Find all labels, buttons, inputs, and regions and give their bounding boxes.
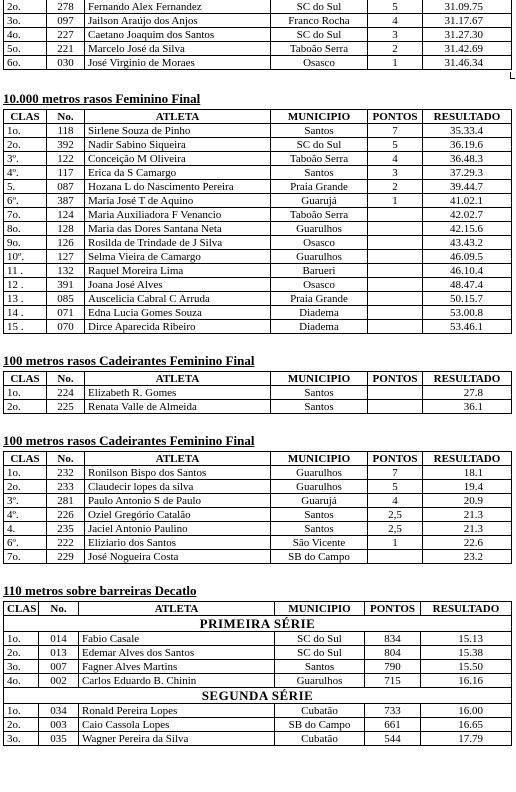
- cell-resultado: 19.4: [423, 480, 512, 494]
- header-clas: CLAS: [4, 452, 47, 466]
- cell-atleta: Ronilson Bispo dos Santos: [85, 466, 271, 480]
- cell-atleta: Jailson Araújo dos Anjos: [85, 14, 271, 28]
- cell-pontos: 5: [368, 138, 423, 152]
- cell-municipio: Santos: [271, 124, 368, 138]
- cell-clas: 15 .: [4, 320, 47, 334]
- header-clas: CLAS: [4, 602, 39, 616]
- cell-clas: 7o.: [4, 208, 47, 222]
- cell-num: 126: [47, 236, 85, 250]
- cell-atleta: Fabio Casale: [79, 632, 275, 646]
- cell-resultado: 43.43.2: [423, 236, 512, 250]
- cell-resultado: 42.02.7: [423, 208, 512, 222]
- cell-resultado: 36.48.3: [423, 152, 512, 166]
- cell-resultado: 15.13: [421, 632, 512, 646]
- table-row: [4, 42, 512, 56]
- cell-pontos: [368, 278, 423, 292]
- section-title: 110 metros sobre barreiras Decatlo: [3, 583, 197, 598]
- cell-atleta: Marcelo José da Silva: [85, 42, 271, 56]
- table-row: [4, 466, 512, 480]
- cell-atleta: Jaciel Antonio Paulino: [85, 522, 271, 536]
- header-num: No.: [47, 372, 85, 386]
- cell-atleta: José Virginio de Moraes: [85, 56, 271, 70]
- cell-num: 278: [47, 0, 85, 14]
- cell-pontos: 804: [365, 646, 421, 660]
- cell-num: 034: [39, 704, 79, 718]
- cell-resultado: 42.15.6: [423, 222, 512, 236]
- table-row: [4, 0, 512, 14]
- cell-municipio: Guarulhos: [271, 466, 368, 480]
- cell-atleta: Dirce Aparecida Ribeiro: [85, 320, 271, 334]
- header-atleta: ATLETA: [85, 452, 271, 466]
- cell-municipio: Praia Grande: [271, 292, 368, 306]
- cell-num: 097: [47, 14, 85, 28]
- cell-resultado: 46.09.5: [423, 250, 512, 264]
- cell-clas: 2o.: [4, 480, 47, 494]
- section-title: 100 metros rasos Cadeirantes Feminino Final: [3, 433, 255, 448]
- cell-num: 118: [47, 124, 85, 138]
- header-pontos: PONTOS: [368, 452, 423, 466]
- cell-resultado: 15.50: [421, 660, 512, 674]
- cell-num: 030: [47, 56, 85, 70]
- table-row: [4, 480, 512, 494]
- cell-municipio: Praia Grande: [271, 180, 368, 194]
- table-row: [4, 494, 512, 508]
- header-resultado: RESULTADO: [423, 452, 512, 466]
- cell-resultado: 18.1: [423, 466, 512, 480]
- cell-pontos: 4: [368, 152, 423, 166]
- cell-num: 002: [39, 674, 79, 688]
- cell-pontos: 2: [368, 180, 423, 194]
- header-municipio: MUNICIPIO: [271, 372, 368, 386]
- cell-clas: 13 .: [4, 292, 47, 306]
- cell-resultado: 21.3: [423, 522, 512, 536]
- cell-clas: 2o.: [4, 0, 47, 14]
- cell-atleta: Rosilda de Trindade de J Silva: [85, 236, 271, 250]
- cell-pontos: 834: [365, 632, 421, 646]
- cell-clas: 1o.: [4, 386, 47, 400]
- results-table: [3, 109, 512, 334]
- cell-pontos: 3: [368, 28, 423, 42]
- cell-municipio: Cubatão: [275, 732, 365, 746]
- cell-pontos: 733: [365, 704, 421, 718]
- cell-pontos: 544: [365, 732, 421, 746]
- cell-clas: 11 .: [4, 264, 47, 278]
- table-row: [4, 236, 512, 250]
- cell-num: 071: [47, 306, 85, 320]
- cell-atleta: Erica da S Camargo: [85, 166, 271, 180]
- cell-num: 127: [47, 250, 85, 264]
- cell-pontos: [368, 306, 423, 320]
- cell-resultado: 31.27.30: [423, 28, 512, 42]
- cell-municipio: SC do Sul: [271, 0, 368, 14]
- cell-num: 229: [47, 550, 85, 564]
- table-row: [4, 194, 512, 208]
- table-row: [4, 222, 512, 236]
- cell-clas: 2o.: [4, 718, 39, 732]
- cell-municipio: Santos: [271, 508, 368, 522]
- cell-clas: 8o.: [4, 222, 47, 236]
- cell-num: 225: [47, 400, 85, 414]
- header-municipio: MUNICIPIO: [271, 452, 368, 466]
- cell-clas: 9o.: [4, 236, 47, 250]
- results-table: [3, 451, 512, 564]
- cell-num: 124: [47, 208, 85, 222]
- table-row: [4, 646, 512, 660]
- header-pontos: PONTOS: [368, 110, 423, 124]
- table-row: [4, 718, 512, 732]
- cell-municipio: Guarujá: [271, 194, 368, 208]
- cell-resultado: 23.2: [423, 550, 512, 564]
- cell-municipio: Franco Rocha: [271, 14, 368, 28]
- table-row: [4, 550, 512, 564]
- cell-resultado: 37.29.3: [423, 166, 512, 180]
- cell-municipio: SC do Sul: [275, 646, 365, 660]
- header-municipio: MUNICIPIO: [275, 602, 365, 616]
- series-label: PRIMEIRA SÉRIE: [4, 616, 512, 632]
- cell-atleta: Claudecir lopes da silva: [85, 480, 271, 494]
- header-pontos: PONTOS: [365, 602, 421, 616]
- cell-clas: 1o.: [4, 704, 39, 718]
- cell-pontos: 7: [368, 124, 423, 138]
- cell-clas: 1o.: [4, 124, 47, 138]
- cell-num: 007: [39, 660, 79, 674]
- cell-pontos: [368, 320, 423, 334]
- cell-municipio: SC do Sul: [271, 138, 368, 152]
- cell-clas: 4o.: [4, 28, 47, 42]
- header-resultado: RESULTADO: [423, 372, 512, 386]
- cell-num: 087: [47, 180, 85, 194]
- cell-num: 226: [47, 508, 85, 522]
- table-row: [4, 264, 512, 278]
- cell-atleta: Wagner Pereira da Silva: [79, 732, 275, 746]
- cell-clas: 3º.: [4, 494, 47, 508]
- cell-num: 085: [47, 292, 85, 306]
- cell-num: 233: [47, 480, 85, 494]
- cell-atleta: Elizabeth R. Gomes: [85, 386, 271, 400]
- cell-municipio: Santos: [271, 522, 368, 536]
- cell-atleta: Selma Vieira de Camargo: [85, 250, 271, 264]
- cell-resultado: 53.00.8: [423, 306, 512, 320]
- table-row: [4, 522, 512, 536]
- cell-pontos: 7: [368, 466, 423, 480]
- cell-resultado: 27.8: [423, 386, 512, 400]
- series-label: SEGUNDA SÉRIE: [4, 688, 512, 704]
- table-row: [4, 400, 512, 414]
- section-title: 100 metros rasos Cadeirantes Feminino Final: [3, 353, 255, 368]
- header-num: No.: [47, 110, 85, 124]
- header-clas: CLAS: [4, 110, 47, 124]
- cell-atleta: Joana José Alves: [85, 278, 271, 292]
- cell-municipio: Santos: [271, 386, 368, 400]
- cell-municipio: Barueri: [271, 264, 368, 278]
- table-row: [4, 320, 512, 334]
- table-row: [4, 208, 512, 222]
- cell-pontos: 4: [368, 14, 423, 28]
- cell-municipio: Osasco: [271, 56, 368, 70]
- cell-pontos: [368, 386, 423, 400]
- cell-num: 013: [39, 646, 79, 660]
- cell-atleta: Oziel Gregório Catalão: [85, 508, 271, 522]
- header-atleta: ATLETA: [79, 602, 275, 616]
- header-atleta: ATLETA: [85, 372, 271, 386]
- cell-num: 235: [47, 522, 85, 536]
- cell-resultado: 39.44.7: [423, 180, 512, 194]
- cell-pontos: 2,5: [368, 508, 423, 522]
- cell-clas: 4º.: [4, 166, 47, 180]
- cell-clas: 7o.: [4, 550, 47, 564]
- cell-atleta: Caio Cassola Lopes: [79, 718, 275, 732]
- cell-municipio: Taboão Serra: [271, 208, 368, 222]
- cell-num: 392: [47, 138, 85, 152]
- cell-num: 035: [39, 732, 79, 746]
- cell-resultado: 35.33.4: [423, 124, 512, 138]
- cell-atleta: Sirlene Souza de Pinho: [85, 124, 271, 138]
- cell-resultado: 31.17.67: [423, 14, 512, 28]
- cell-municipio: Santos: [271, 400, 368, 414]
- cell-resultado: 31.42.69: [423, 42, 512, 56]
- header-municipio: MUNICIPIO: [271, 110, 368, 124]
- cell-atleta: Hozana L do Nascimento Pereira: [85, 180, 271, 194]
- table-row: [4, 508, 512, 522]
- cell-pontos: 2: [368, 42, 423, 56]
- cell-municipio: Santos: [271, 166, 368, 180]
- cell-pontos: 1: [368, 56, 423, 70]
- cell-resultado: 36.19.6: [423, 138, 512, 152]
- table-row: [4, 56, 512, 70]
- cell-resultado: 53.46.1: [423, 320, 512, 334]
- header-atleta: ATLETA: [85, 110, 271, 124]
- cell-resultado: 50.15.7: [423, 292, 512, 306]
- cell-pontos: 2,5: [368, 522, 423, 536]
- cell-pontos: [368, 400, 423, 414]
- cell-atleta: Maria Auxiliadora F Venancio: [85, 208, 271, 222]
- table-row: [4, 704, 512, 718]
- table-row: [4, 732, 512, 746]
- header-pontos: PONTOS: [368, 372, 423, 386]
- series-header-row: [4, 616, 512, 632]
- table-row: [4, 674, 512, 688]
- cell-num: 222: [47, 536, 85, 550]
- header-num: No.: [39, 602, 79, 616]
- cell-municipio: Guarulhos: [271, 480, 368, 494]
- cell-resultado: 16.00: [421, 704, 512, 718]
- cell-pontos: 5: [368, 480, 423, 494]
- cell-clas: 6o.: [4, 56, 47, 70]
- cell-pontos: [368, 222, 423, 236]
- cell-atleta: Fagner Alves Martins: [79, 660, 275, 674]
- cell-resultado: 15.38: [421, 646, 512, 660]
- cell-clas: 3o.: [4, 14, 47, 28]
- cell-municipio: Guarulhos: [271, 222, 368, 236]
- cell-resultado: 31.46.34: [423, 56, 512, 70]
- cell-atleta: Carlos Eduardo B. Chinin: [79, 674, 275, 688]
- cell-resultado: 22.6: [423, 536, 512, 550]
- table-row: [4, 306, 512, 320]
- cell-pontos: [368, 208, 423, 222]
- cell-atleta: Renata Valle de Almeida: [85, 400, 271, 414]
- cell-clas: 1o.: [4, 466, 47, 480]
- cell-resultado: 48.47.4: [423, 278, 512, 292]
- table-row: [4, 124, 512, 138]
- cell-clas: 5.: [4, 180, 47, 194]
- cell-resultado: 21.3: [423, 508, 512, 522]
- cell-municipio: Santos: [275, 660, 365, 674]
- cell-clas: 3o.: [4, 732, 39, 746]
- cell-municipio: Taboão Serra: [271, 42, 368, 56]
- cell-pontos: 1: [368, 194, 423, 208]
- cell-num: 122: [47, 152, 85, 166]
- cell-municipio: São Vicente: [271, 536, 368, 550]
- cell-municipio: Guarulhos: [275, 674, 365, 688]
- table-row: [4, 138, 512, 152]
- cell-pontos: 3: [368, 166, 423, 180]
- cell-atleta: Auscelicia Cabral C Arruda: [85, 292, 271, 306]
- cell-atleta: Maria José T de Aquino: [85, 194, 271, 208]
- cell-municipio: Diadema: [271, 306, 368, 320]
- series-header-row: [4, 688, 512, 704]
- cell-clas: 2o.: [4, 646, 39, 660]
- cell-num: 221: [47, 42, 85, 56]
- cell-resultado: 31.09.75: [423, 0, 512, 14]
- cell-municipio: Diadema: [271, 320, 368, 334]
- cell-clas: 2o.: [4, 138, 47, 152]
- cell-clas: 6º.: [4, 194, 47, 208]
- header-resultado: RESULTADO: [421, 602, 512, 616]
- cell-clas: 4º.: [4, 508, 47, 522]
- cell-clas: 10º.: [4, 250, 47, 264]
- cell-num: 281: [47, 494, 85, 508]
- table-row: [4, 14, 512, 28]
- cell-pontos: 4: [368, 494, 423, 508]
- table-header-row: [4, 110, 512, 124]
- cell-num: 128: [47, 222, 85, 236]
- table-row: [4, 292, 512, 306]
- table-row: [4, 660, 512, 674]
- table-row: [4, 180, 512, 194]
- cell-atleta: Paulo Antonio S de Paulo: [85, 494, 271, 508]
- cell-municipio: SB do Campo: [275, 718, 365, 732]
- cell-num: 117: [47, 166, 85, 180]
- cell-num: 014: [39, 632, 79, 646]
- cell-resultado: 20.9: [423, 494, 512, 508]
- table-row: [4, 536, 512, 550]
- cell-clas: 14 .: [4, 306, 47, 320]
- table-header-row: [4, 602, 512, 616]
- cell-municipio: SC do Sul: [271, 28, 368, 42]
- cell-pontos: [368, 236, 423, 250]
- cell-municipio: SC do Sul: [275, 632, 365, 646]
- results-table-top: [3, 0, 512, 70]
- table-header-row: [4, 452, 512, 466]
- section-title: 10.000 metros rasos Feminino Final: [3, 91, 201, 106]
- cell-pontos: 661: [365, 718, 421, 732]
- table-row: [4, 386, 512, 400]
- cell-clas: 4o.: [4, 674, 39, 688]
- cell-atleta: Eliziario dos Santos: [85, 536, 271, 550]
- cell-clas: 12 .: [4, 278, 47, 292]
- cell-num: 387: [47, 194, 85, 208]
- cell-municipio: Guarujá: [271, 494, 368, 508]
- cell-pontos: [368, 550, 423, 564]
- results-table-decatlo: [3, 601, 512, 746]
- header-clas: CLAS: [4, 372, 47, 386]
- cell-atleta: Conceição M Oliveira: [85, 152, 271, 166]
- table-row: [4, 250, 512, 264]
- cell-municipio: Cubatão: [275, 704, 365, 718]
- cell-pontos: 5: [368, 0, 423, 14]
- cell-clas: 5o.: [4, 42, 47, 56]
- table-row: [4, 28, 512, 42]
- cell-pontos: [368, 264, 423, 278]
- header-resultado: RESULTADO: [423, 110, 512, 124]
- cell-clas: 2o.: [4, 400, 47, 414]
- cell-pontos: 790: [365, 660, 421, 674]
- cell-resultado: 16.16: [421, 674, 512, 688]
- cell-pontos: 1: [368, 536, 423, 550]
- table-row: [4, 278, 512, 292]
- cell-atleta: Edna Lucia Gomes Souza: [85, 306, 271, 320]
- cell-atleta: Nadir Sabino Siqueira: [85, 138, 271, 152]
- cell-atleta: José Nogueira Costa: [85, 550, 271, 564]
- cell-resultado: 16.65: [421, 718, 512, 732]
- cell-num: 224: [47, 386, 85, 400]
- cell-clas: 3o.: [4, 660, 39, 674]
- cell-num: 070: [47, 320, 85, 334]
- cell-resultado: 46.10.4: [423, 264, 512, 278]
- cell-resultado: 36.1: [423, 400, 512, 414]
- cell-pontos: 715: [365, 674, 421, 688]
- cell-clas: 4.: [4, 522, 47, 536]
- cell-clas: 6º.: [4, 536, 47, 550]
- table-header-row: [4, 372, 512, 386]
- results-table: [3, 371, 512, 414]
- cell-atleta: Maria das Dores Santana Neta: [85, 222, 271, 236]
- cell-pontos: [368, 292, 423, 306]
- cell-pontos: [368, 250, 423, 264]
- cell-num: 132: [47, 264, 85, 278]
- cell-clas: 3º.: [4, 152, 47, 166]
- table-row: [4, 632, 512, 646]
- cell-num: 003: [39, 718, 79, 732]
- cell-atleta: Ronald Pereira Lopes: [79, 704, 275, 718]
- cell-resultado: 41.02.1: [423, 194, 512, 208]
- cell-atleta: Caetano Joaquim dos Santos: [85, 28, 271, 42]
- cell-municipio: Guarulhos: [271, 250, 368, 264]
- cell-atleta: Fernando Alex Fernandez: [85, 0, 271, 14]
- cell-atleta: Raquel Moreira Lima: [85, 264, 271, 278]
- header-num: No.: [47, 452, 85, 466]
- results-document: [3, 0, 511, 746]
- cell-municipio: Osasco: [271, 278, 368, 292]
- cell-num: 227: [47, 28, 85, 42]
- table-row: [4, 166, 512, 180]
- cell-atleta: Edemar Alves dos Santos: [79, 646, 275, 660]
- cell-resultado: 17.79: [421, 732, 512, 746]
- table-row: [4, 152, 512, 166]
- cell-num: 391: [47, 278, 85, 292]
- cell-clas: 1o.: [4, 632, 39, 646]
- cell-municipio: Taboão Serra: [271, 152, 368, 166]
- cell-municipio: Osasco: [271, 236, 368, 250]
- cell-municipio: SB do Campo: [271, 550, 368, 564]
- cell-num: 232: [47, 466, 85, 480]
